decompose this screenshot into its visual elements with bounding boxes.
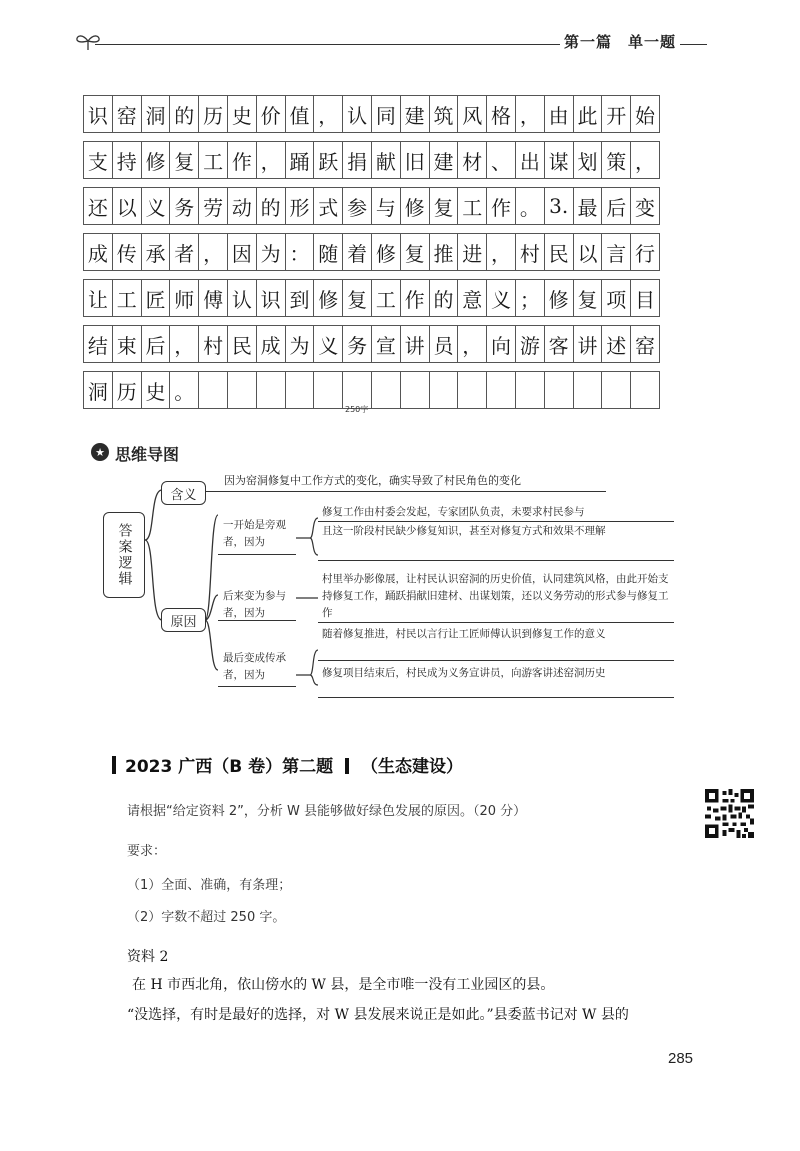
grid-cell: 由 bbox=[544, 95, 574, 133]
grid-cell: 村 bbox=[515, 233, 545, 271]
grid-cell: 建 bbox=[429, 141, 459, 179]
grid-cell: 窑 bbox=[112, 95, 142, 133]
sprout-icon bbox=[74, 30, 102, 52]
grid-cell: 民 bbox=[544, 233, 574, 271]
grid-cell: 谋 bbox=[544, 141, 574, 179]
grid-cell: 参 bbox=[342, 187, 372, 225]
question-title bbox=[125, 752, 463, 777]
grid-cell: 修 bbox=[313, 279, 343, 317]
grid-cell: 言 bbox=[601, 233, 631, 271]
meaning-text: 因为窑洞修复中工作方式的变化，确实导致了村民角色的变化 bbox=[224, 474, 521, 487]
grid-cell: 修 bbox=[371, 233, 401, 271]
grid-cell: 窑 bbox=[630, 325, 660, 363]
grid-row bbox=[84, 325, 680, 363]
grid-row bbox=[84, 279, 680, 317]
grid-cell: 客 bbox=[544, 325, 574, 363]
grid-cell: 格 bbox=[486, 95, 516, 133]
grid-cell: 认 bbox=[227, 279, 257, 317]
grid-cell: 以 bbox=[112, 187, 142, 225]
qr-code-icon bbox=[705, 789, 754, 838]
grid-cell: 、 bbox=[486, 141, 516, 179]
word-count-label: 250字 bbox=[345, 405, 369, 414]
grid-cell: 风 bbox=[457, 95, 487, 133]
grid-cell: 目 bbox=[630, 279, 660, 317]
requirement-1: （1）全面、准确，有条理； bbox=[127, 878, 292, 893]
grid-cell: 识 bbox=[83, 95, 113, 133]
grid-cell: 为 bbox=[256, 233, 286, 271]
grid-cell: 工 bbox=[457, 187, 487, 225]
grid-cell bbox=[457, 371, 487, 409]
grid-cell: 材 bbox=[457, 141, 487, 179]
grid-cell: 值 bbox=[285, 95, 315, 133]
root-label: 答案逻辑 bbox=[116, 523, 133, 587]
grid-cell: 束 bbox=[112, 325, 142, 363]
grid-cell: 作 bbox=[400, 279, 430, 317]
grid-cell: 工 bbox=[198, 141, 228, 179]
stage-1-rule bbox=[218, 554, 296, 555]
grid-cell: 师 bbox=[169, 279, 199, 317]
grid-cell: 民 bbox=[227, 325, 257, 363]
grid-cell: 者 bbox=[169, 233, 199, 271]
grid-row bbox=[84, 233, 680, 271]
grid-cell: 跃 bbox=[313, 141, 343, 179]
stage-3-rule bbox=[218, 686, 296, 687]
grid-cell: 形 bbox=[285, 187, 315, 225]
grid-cell: ， bbox=[198, 233, 228, 271]
grid-cell bbox=[573, 371, 603, 409]
stage-2-point-1: 村里举办影像展，让村民认识窑洞的历史价值，认同建筑风格，由此开始支持修复工作，踊跃捐献旧建材、出谋划策，还以义务劳动的形式参与修复工作 bbox=[322, 573, 669, 619]
grid-cell bbox=[256, 371, 286, 409]
grid-cell: 此 bbox=[573, 95, 603, 133]
grid-cell bbox=[198, 371, 228, 409]
grid-cell bbox=[429, 371, 459, 409]
meaning-node bbox=[161, 481, 206, 505]
section-bar-mid bbox=[345, 758, 349, 774]
grid-cell: 式 bbox=[313, 187, 343, 225]
star-badge-icon: ★ bbox=[91, 443, 109, 461]
grid-cell: 划 bbox=[573, 141, 603, 179]
stage-3-point-1-rule bbox=[318, 660, 674, 661]
grid-cell: 献 bbox=[371, 141, 401, 179]
chapter-label: 第一篇 单一题 bbox=[560, 31, 680, 52]
grid-cell: 推 bbox=[429, 233, 459, 271]
grid-cell: 捐 bbox=[342, 141, 372, 179]
stage-3-point-1: 随着修复推进，村民以言行让工匠师傅认识到修复工作的意义 bbox=[322, 628, 606, 640]
root-node bbox=[103, 512, 145, 598]
stage-1-point-1-rule bbox=[318, 521, 674, 522]
grid-cell: 最 bbox=[573, 187, 603, 225]
grid-cell: 意 bbox=[457, 279, 487, 317]
meaning-label: 含义 bbox=[170, 487, 197, 503]
grid-cell: ： bbox=[285, 233, 315, 271]
grid-cell: ， bbox=[169, 325, 199, 363]
grid-cell: 历 bbox=[112, 371, 142, 409]
grid-cell: 为 bbox=[285, 325, 315, 363]
grid-cell: 务 bbox=[169, 187, 199, 225]
stage-1-point-2: 且这一阶段村民缺少修复知识，甚至对修复方式和效果不理解 bbox=[322, 525, 606, 537]
stage-1-point-2-rule bbox=[318, 560, 674, 561]
grid-cell: 随 bbox=[313, 233, 343, 271]
grid-cell: 复 bbox=[169, 141, 199, 179]
grid-cell: 游 bbox=[515, 325, 545, 363]
grid-cell: 宣 bbox=[371, 325, 401, 363]
grid-cell: ， bbox=[256, 141, 286, 179]
grid-cell: 村 bbox=[198, 325, 228, 363]
grid-cell: 工 bbox=[371, 279, 401, 317]
stage-2-rule bbox=[218, 620, 296, 621]
grid-cell: ， bbox=[515, 95, 545, 133]
grid-cell bbox=[400, 371, 430, 409]
page-number: 285 bbox=[668, 1050, 694, 1067]
stage-3-point-2: 修复项目结束后，村民成为义务宣讲员，向游客讲述窑洞历史 bbox=[322, 667, 606, 679]
grid-cell: ， bbox=[486, 233, 516, 271]
grid-cell: 与 bbox=[371, 187, 401, 225]
grid-cell: 同 bbox=[371, 95, 401, 133]
reason-node bbox=[161, 608, 206, 632]
grid-row bbox=[84, 371, 680, 409]
grid-cell: 后 bbox=[601, 187, 631, 225]
stage-2-label: 后来变为参与者，因为 bbox=[223, 590, 286, 619]
question-prompt: 请根据“给定资料 2”，分析 W 县能够做好绿色发展的原因。（20 分） bbox=[127, 804, 527, 819]
grid-cell: 进 bbox=[457, 233, 487, 271]
grid-cell: 认 bbox=[342, 95, 372, 133]
grid-cell bbox=[544, 371, 574, 409]
grid-cell: 傅 bbox=[198, 279, 228, 317]
grid-cell: 的 bbox=[169, 95, 199, 133]
grid-cell: 义 bbox=[313, 325, 343, 363]
grid-cell bbox=[371, 371, 401, 409]
grid-cell: 向 bbox=[486, 325, 516, 363]
grid-cell bbox=[515, 371, 545, 409]
grid-cell: 还 bbox=[83, 187, 113, 225]
grid-cell bbox=[601, 371, 631, 409]
grid-row bbox=[84, 141, 680, 179]
reason-label: 原因 bbox=[170, 614, 197, 630]
grid-cell: 后 bbox=[141, 325, 171, 363]
grid-cell: 让 bbox=[83, 279, 113, 317]
grid-cell: 传 bbox=[112, 233, 142, 271]
grid-cell: 策 bbox=[601, 141, 631, 179]
grid-cell: 。 bbox=[169, 371, 199, 409]
grid-cell: 旧 bbox=[400, 141, 430, 179]
grid-cell: 开 bbox=[601, 95, 631, 133]
grid-cell: 建 bbox=[400, 95, 430, 133]
grid-cell: 3. bbox=[544, 187, 574, 225]
grid-cell: 修 bbox=[400, 187, 430, 225]
grid-cell: 讲 bbox=[573, 325, 603, 363]
meaning-rule bbox=[206, 491, 606, 492]
grid-cell: 洞 bbox=[141, 95, 171, 133]
grid-cell: 的 bbox=[256, 187, 286, 225]
stage-3-point-2-rule bbox=[318, 697, 674, 698]
grid-cell bbox=[630, 371, 660, 409]
grid-cell: 匠 bbox=[141, 279, 171, 317]
grid-cell: 员 bbox=[429, 325, 459, 363]
grid-cell: 动 bbox=[227, 187, 257, 225]
grid-cell bbox=[313, 371, 343, 409]
grid-row bbox=[84, 95, 680, 133]
grid-cell: 持 bbox=[112, 141, 142, 179]
grid-cell: 史 bbox=[141, 371, 171, 409]
grid-cell: 变 bbox=[630, 187, 660, 225]
question-topic: （生态建设） bbox=[360, 757, 463, 777]
material-line-1: 在 H 市西北角，依山傍水的 W 县，是全市唯一没有工业园区的县。 bbox=[132, 977, 555, 993]
grid-cell: 行 bbox=[630, 233, 660, 271]
answer-grid bbox=[84, 95, 680, 417]
grid-cell: 作 bbox=[486, 187, 516, 225]
grid-cell: 复 bbox=[400, 233, 430, 271]
grid-cell: 工 bbox=[112, 279, 142, 317]
grid-cell: 修 bbox=[544, 279, 574, 317]
grid-cell: 劳 bbox=[198, 187, 228, 225]
grid-cell: 识 bbox=[256, 279, 286, 317]
grid-cell: 义 bbox=[141, 187, 171, 225]
grid-cell: 到 bbox=[285, 279, 315, 317]
grid-row bbox=[84, 187, 680, 225]
grid-cell: 承 bbox=[141, 233, 171, 271]
grid-cell: 的 bbox=[429, 279, 459, 317]
grid-cell: 复 bbox=[573, 279, 603, 317]
grid-cell: 成 bbox=[83, 233, 113, 271]
grid-cell: 述 bbox=[601, 325, 631, 363]
grid-cell: ， bbox=[457, 325, 487, 363]
material-label: 资料 2 bbox=[127, 949, 169, 965]
grid-cell: ； bbox=[515, 279, 545, 317]
grid-cell: 讲 bbox=[400, 325, 430, 363]
grid-cell: 务 bbox=[342, 325, 372, 363]
grid-cell: ， bbox=[313, 95, 343, 133]
requirements-label: 要求： bbox=[127, 844, 167, 859]
stage-1-label: 一开始是旁观者，因为 bbox=[223, 519, 286, 548]
mindmap-title: 思维导图 bbox=[115, 445, 180, 464]
grid-cell bbox=[227, 371, 257, 409]
grid-cell: 踊 bbox=[285, 141, 315, 179]
grid-cell: 义 bbox=[486, 279, 516, 317]
grid-cell: ， bbox=[630, 141, 660, 179]
grid-cell: 结 bbox=[83, 325, 113, 363]
grid-cell: 修 bbox=[141, 141, 171, 179]
grid-cell: 作 bbox=[227, 141, 257, 179]
grid-cell: 因 bbox=[227, 233, 257, 271]
grid-cell: 支 bbox=[83, 141, 113, 179]
grid-cell: 项 bbox=[601, 279, 631, 317]
stage-1-point-1: 修复工作由村委会发起，专家团队负责，未要求村民参与 bbox=[322, 506, 585, 518]
stage-2-point-1-rule bbox=[318, 622, 674, 623]
stage-3-label: 最后变成传承者，因为 bbox=[223, 652, 286, 681]
grid-cell bbox=[285, 371, 315, 409]
grid-cell: 着 bbox=[342, 233, 372, 271]
grid-cell: 成 bbox=[256, 325, 286, 363]
grid-cell: 史 bbox=[227, 95, 257, 133]
material-line-2: “没选择，有时是最好的选择，对 W 县发展来说正是如此。”县委蓝书记对 W 县的 bbox=[127, 1007, 629, 1023]
grid-cell: 价 bbox=[256, 95, 286, 133]
grid-cell: 始 bbox=[630, 95, 660, 133]
grid-cell: 复 bbox=[342, 279, 372, 317]
grid-cell: 历 bbox=[198, 95, 228, 133]
grid-cell: 洞 bbox=[83, 371, 113, 409]
grid-cell: 出 bbox=[515, 141, 545, 179]
section-bar-left bbox=[112, 756, 116, 774]
question-title-text: 2023 广西（B 卷）第二题 bbox=[125, 757, 334, 777]
grid-cell bbox=[486, 371, 516, 409]
grid-cell: 复 bbox=[429, 187, 459, 225]
grid-cell: 。 bbox=[515, 187, 545, 225]
grid-cell: 以 bbox=[573, 233, 603, 271]
grid-cell: 筑 bbox=[429, 95, 459, 133]
requirement-2: （2）字数不超过 250 字。 bbox=[127, 910, 286, 925]
